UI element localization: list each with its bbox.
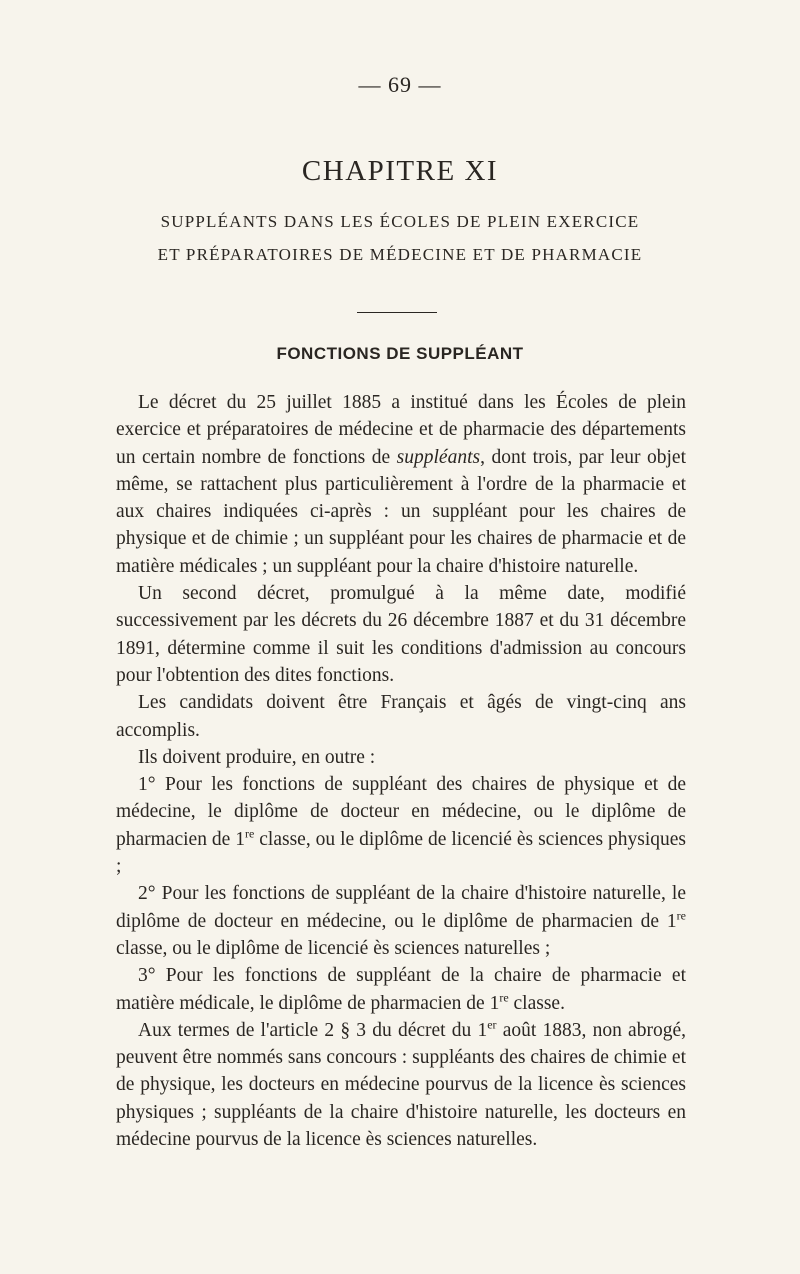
paragraph-text: août 1883, non abrogé, peuvent être nommés sans concours : suppléants des chaires de chimie et de physique, les docteurs en médecine pourvus de la licence ès sciences physiques ; suppléants de la chaire d'histoire naturelle, les docteurs en médecine pourvus de la licence ès sciences naturelles. xyxy=(116,1019,686,1151)
paragraph-text: 2° Pour les fonctions de suppléant de la chaire d'histoire naturelle, le diplôme de docteur en médecine, ou le diplôme de pharmacien de 1 xyxy=(116,883,686,932)
paragraph-candidates: Les candidats doivent être Français et âgés de vingt-cinq ans accomplis. xyxy=(116,692,686,741)
paragraph-text: classe, ou le diplôme de licencié ès sciences physiques ; xyxy=(116,828,686,878)
paragraph-item-1 xyxy=(116,771,686,880)
paragraph-item-2 xyxy=(116,880,686,962)
paragraph-article xyxy=(116,1017,686,1153)
paragraph-text: , dont trois, par leur objet même, se rattachent plus particulièrement à l'ordre de la pharmacie et aux chaires indiquées ci-après : un suppléant pour les chaires de physique et de chimie ; un suppléant pour les chaires de pharmacie et de matière médicales ; un suppléant pour la chaire d'histoire naturelle. xyxy=(116,446,686,577)
superscript: re xyxy=(676,908,686,923)
chapter-heading: CHAPITRE XI xyxy=(301,155,499,187)
paragraph-text: 3° Pour les fonctions de suppléant de la chaire de pharmacie et matière médicale, le diplôme de pharmacien de 1 xyxy=(116,965,686,1014)
body-text xyxy=(116,389,686,1153)
chapter-subtitle-line-2: ET PRÉPARATOIRES DE MÉDECINE ET DE PHARMACIE xyxy=(157,245,643,264)
paragraph-requirements: Ils doivent produire, en outre : xyxy=(138,746,376,768)
page-number: — 69 — xyxy=(358,72,442,97)
superscript: er xyxy=(487,1017,497,1032)
paragraph-text: 1° Pour les fonctions de suppléant des chaires de physique et de médecine, le diplôme de docteur en médecine, ou le diplôme de pharmacien de 1 xyxy=(116,774,686,850)
paragraph-text: Aux termes de l'article 2 § 3 du décret du 1 xyxy=(138,1019,488,1041)
superscript: re xyxy=(245,826,255,841)
paragraph-second-decree: Un second décret, promulgué à la même date, modifié successivement par les décrets du 26 décembre 1887 et du 31 décembre 1891, détermine comme il suit les conditions d'admission au concours pour l'obtention des dites fonctions. xyxy=(116,583,686,686)
italic-term: suppléants xyxy=(396,446,481,468)
paragraph-text: Le décret du 25 juillet 1885 a institué dans les Écoles de plein exercice et préparatoires de médecine et de pharmacie des départements un certain nombre de fonctions de xyxy=(116,392,686,468)
section-divider xyxy=(357,312,437,313)
superscript: re xyxy=(499,990,509,1005)
paragraph-text: classe. xyxy=(508,992,565,1014)
section-title: FONCTIONS DE SUPPLÉANT xyxy=(276,344,524,363)
chapter-subtitle-line-1: SUPPLÉANTS DANS LES ÉCOLES DE PLEIN EXERCICE xyxy=(160,212,640,231)
paragraph-text: classe, ou le diplôme de licencié ès sciences naturelles ; xyxy=(116,937,551,959)
paragraph-item-3 xyxy=(116,962,686,1017)
paragraph-decree xyxy=(116,389,686,580)
